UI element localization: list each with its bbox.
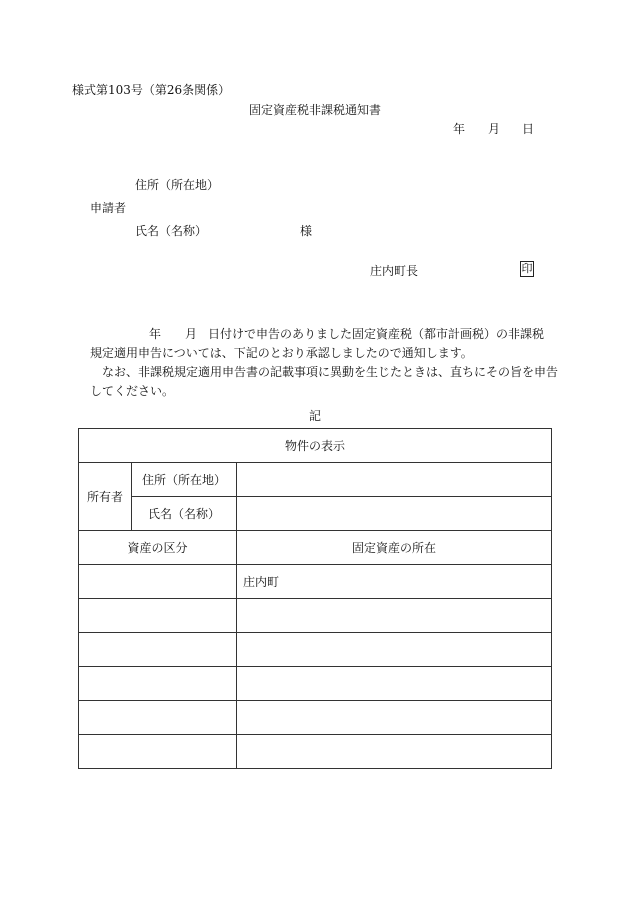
applicant-name-label: 氏名（名称） [135, 224, 208, 238]
table-row [79, 735, 552, 769]
asset-category-cell [79, 735, 237, 769]
body-line1: 日付けで申告のありました固定資産税（都市計画税）の非課税 [208, 327, 545, 341]
owner-label: 所有者 [79, 463, 132, 531]
date-year: 年 [453, 122, 466, 136]
applicant-address-label: 住所（所在地） [135, 178, 220, 192]
seal-label: 印 [521, 262, 533, 275]
body-line2: 規定適用申告については、下記のとおり承認しましたので通知します。 [90, 346, 473, 360]
table-row [79, 429, 552, 463]
table-row [79, 565, 552, 599]
asset-location-cell [237, 701, 552, 735]
owner-name-value [237, 497, 552, 531]
asset-location-cell [237, 667, 552, 701]
table-row [79, 463, 552, 497]
body-line4: してください。 [90, 384, 175, 398]
body-year: 年 [149, 327, 162, 341]
body-month: 月 [185, 327, 198, 341]
form-number: 様式第103号（第26条関係） [72, 83, 231, 97]
seal-mark [520, 261, 534, 277]
date-month: 月 [488, 122, 501, 136]
table-header: 物件の表示 [79, 429, 552, 463]
table-row [79, 701, 552, 735]
owner-name-label: 氏名（名称） [132, 497, 237, 531]
asset-category-cell [79, 599, 237, 633]
table-row [79, 633, 552, 667]
asset-category-cell [79, 633, 237, 667]
table-row [79, 667, 552, 701]
asset-location-cell: 庄内町 [237, 565, 552, 599]
issuer-title: 庄内町長 [370, 264, 419, 278]
asset-category-header: 資産の区分 [79, 531, 237, 565]
date-day: 日 [522, 122, 535, 136]
asset-location-cell [237, 599, 552, 633]
property-table [78, 428, 552, 769]
body-line3: なお、非課税規定適用申告書の記載事項に異動を生じたときは、直ちにその旨を申告 [102, 365, 559, 379]
asset-category-cell [79, 667, 237, 701]
owner-address-label: 住所（所在地） [132, 463, 237, 497]
asset-category-cell [79, 565, 237, 599]
applicant-honorific: 様 [300, 224, 313, 238]
applicant-label: 申請者 [90, 201, 127, 215]
table-row [79, 531, 552, 565]
document-title: 固定資産税非課税通知書 [248, 103, 381, 117]
table-row [79, 497, 552, 531]
table-row [79, 599, 552, 633]
ki-label: 記 [308, 409, 321, 423]
asset-location-cell [237, 735, 552, 769]
owner-address-value [237, 463, 552, 497]
asset-category-cell [79, 701, 237, 735]
asset-location-cell [237, 633, 552, 667]
asset-location-header: 固定資産の所在 [237, 531, 552, 565]
